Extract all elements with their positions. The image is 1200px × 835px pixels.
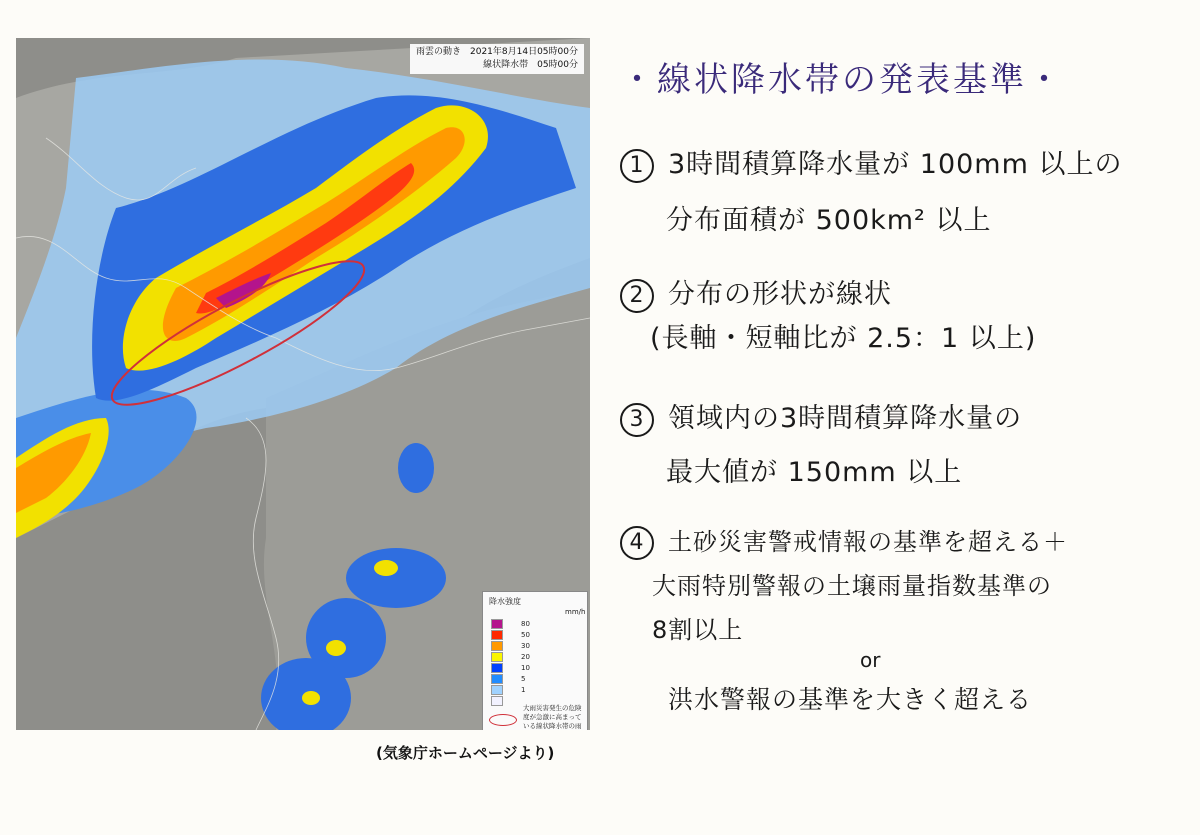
notes-title: ・線状降水帯の発表基準・ xyxy=(620,60,1064,100)
legend-level-label: 30 xyxy=(521,641,530,650)
criterion-1-line1 xyxy=(620,142,1122,183)
legend-swatch xyxy=(491,630,503,640)
legend-level xyxy=(491,662,530,673)
legend-unit: mm/h xyxy=(565,608,586,616)
legend-swatch xyxy=(491,696,503,706)
legend-level-label: 50 xyxy=(521,630,530,639)
legend-level xyxy=(491,673,525,684)
criterion-4-line3: 8割以上 xyxy=(652,616,744,644)
legend-level-label: 1 xyxy=(521,685,526,694)
legend-swatch xyxy=(491,652,503,662)
legend-level-label: 10 xyxy=(521,663,530,672)
legend-title: 降水強度 xyxy=(489,597,521,606)
or-label: or xyxy=(860,648,881,672)
criterion-number: 4 xyxy=(620,526,654,560)
legend-swatch xyxy=(491,685,503,695)
criterion-number: 3 xyxy=(620,403,654,437)
precip-legend xyxy=(482,591,588,730)
radar-map xyxy=(16,38,590,730)
criterion-number: 2 xyxy=(620,279,654,313)
criterion-2-line1 xyxy=(620,272,892,313)
legend-swatch xyxy=(491,641,503,651)
criterion-3-line2: 最大値が 150mm 以上 xyxy=(666,457,963,488)
legend-swatch xyxy=(491,674,503,684)
legend-level xyxy=(491,651,530,662)
criterion-4-line1 xyxy=(620,522,1068,560)
map-header-datetime: 雨雲の動き 2021年8月14日05時00分 xyxy=(416,47,578,57)
legend-level xyxy=(491,629,530,640)
criterion-text: 3時間積算降水量が 100mm 以上の xyxy=(668,149,1123,180)
map-header xyxy=(410,44,584,74)
legend-level xyxy=(491,695,521,706)
map-caption: (気象庁ホームページより) xyxy=(376,744,555,762)
criterion-text: 分布の形状が線状 xyxy=(668,279,892,310)
criterion-number: 1 xyxy=(620,149,654,183)
legend-level-label: 5 xyxy=(521,674,526,683)
criterion-4-line2: 大雨特別警報の土壌雨量指数基準の xyxy=(652,572,1052,600)
criterion-4-alt: 洪水警報の基準を大きく超える xyxy=(668,685,1033,714)
legend-level-label: 80 xyxy=(521,619,530,628)
legend-swatch xyxy=(491,663,503,673)
criterion-2-line2: (長軸・短軸比が 2.5：1 以上) xyxy=(650,323,1037,354)
legend-level xyxy=(491,618,530,629)
legend-level xyxy=(491,684,525,695)
legend-level xyxy=(491,640,530,651)
criterion-text: 領域内の3時間積算降水量の xyxy=(668,403,1023,434)
band-ellipse-swatch xyxy=(489,714,517,726)
legend-note: 大雨災害発生の危険度が急激に高まっている線状降水帯の雨 xyxy=(523,704,582,730)
map-header-band: 線状降水帯 05時00分 xyxy=(483,60,578,70)
criterion-text: 土砂災害警戒情報の基準を超える＋ xyxy=(668,528,1068,556)
criterion-1-line2: 分布面積が 500km² 以上 xyxy=(666,205,992,236)
legend-swatch xyxy=(491,619,503,629)
legend-level-label: 20 xyxy=(521,652,530,661)
criterion-3-line1 xyxy=(620,396,1022,437)
